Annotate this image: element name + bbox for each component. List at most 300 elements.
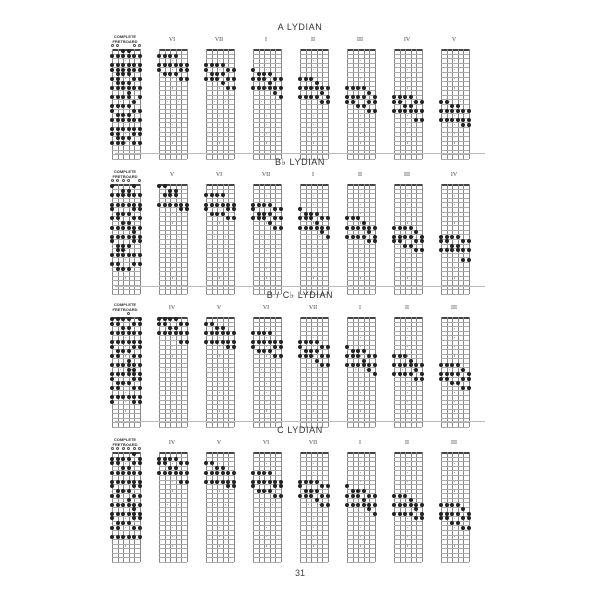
fret-position-marker [266, 392, 267, 393]
fretboard-grid [441, 317, 469, 427]
fret-line [441, 77, 469, 78]
open-string-circle-icon [122, 447, 125, 450]
scale-note-dot [215, 480, 219, 484]
fret-line [206, 535, 234, 536]
scale-note-dot [439, 503, 443, 507]
scale-note-dot [210, 480, 214, 484]
fret-position-marker [125, 142, 126, 143]
scale-note-dot [226, 203, 230, 207]
scale-note-dot [345, 86, 349, 90]
fret-line [394, 480, 422, 481]
scale-note-dot [279, 345, 283, 349]
fret-line [394, 484, 422, 485]
scale-note-dot [132, 400, 136, 404]
fret-line [112, 422, 140, 423]
fret-line [206, 244, 234, 245]
scale-note-dot [445, 363, 449, 367]
fret-line [441, 212, 469, 213]
scale-note-dot [251, 68, 255, 72]
fret-line [441, 90, 469, 91]
fret-line [159, 127, 187, 128]
scale-note-dot [127, 253, 131, 257]
fret-line [300, 198, 328, 199]
scale-note-dot [132, 226, 136, 230]
scale-note-dot [127, 221, 131, 225]
scale-note-dot [127, 457, 131, 461]
fret-line [441, 553, 469, 554]
fret-line [206, 109, 234, 110]
fret-position-marker [172, 277, 173, 278]
scale-note-dot [127, 359, 131, 363]
fret-position-marker [219, 463, 220, 464]
scale-note-dot [326, 484, 330, 488]
scale-note-dot [351, 95, 355, 99]
fret-position-marker [313, 142, 314, 143]
fret-line [441, 58, 469, 59]
scale-note-dot [409, 104, 413, 108]
string-line [469, 452, 470, 562]
nut [300, 49, 328, 51]
fret-line [253, 535, 281, 536]
fret-line [253, 457, 281, 458]
scale-note-dot [110, 471, 114, 475]
fret-line [253, 99, 281, 100]
fret-line [253, 557, 281, 558]
scale-note-dot [132, 100, 136, 104]
position-label: VII [308, 305, 318, 311]
fret-line [159, 484, 187, 485]
fret-line [300, 132, 328, 133]
fret-line [394, 276, 422, 277]
fret-line [159, 280, 187, 281]
scale-note-dot [174, 317, 178, 321]
scale-note-dot [445, 109, 449, 113]
scale-note-dot [116, 363, 120, 367]
scale-note-dot [420, 377, 424, 381]
fret-line [112, 390, 140, 391]
scale-note-dot [132, 494, 136, 498]
scale-note-dot [121, 212, 125, 216]
fret-line [253, 418, 281, 419]
fret-line [394, 136, 422, 137]
fret-line [347, 457, 375, 458]
scale-note-dot [127, 189, 131, 193]
position-label: III [451, 305, 457, 311]
scale-note-dot [392, 109, 396, 113]
fret-line [300, 544, 328, 545]
nut [253, 317, 281, 319]
scale-note-dot [232, 471, 236, 475]
fret-line [394, 400, 422, 401]
scale-note-dot [163, 322, 167, 326]
scale-note-dot [121, 521, 125, 525]
fret-line [300, 136, 328, 137]
fret-position-marker [407, 410, 408, 411]
fret-line [253, 104, 281, 105]
fret-line [347, 521, 375, 522]
scale-note-dot [226, 86, 230, 90]
fret-line [394, 90, 422, 91]
fret-line [300, 280, 328, 281]
fret-line [206, 422, 234, 423]
scale-note-dot [257, 212, 261, 216]
fret-position-marker [125, 346, 126, 347]
scale-note-dot [279, 340, 283, 344]
scale-note-dot [351, 100, 355, 104]
scale-note-dot [414, 109, 418, 113]
fret-line [441, 331, 469, 332]
scale-note-dot [309, 489, 313, 493]
scale-note-dot [116, 68, 120, 72]
fret-line [206, 95, 234, 96]
fret-position-marker [125, 250, 126, 251]
scale-note-dot [116, 471, 120, 475]
fret-line [394, 58, 422, 59]
position-label: II [405, 305, 409, 311]
scale-note-dot [221, 480, 225, 484]
fret-line [347, 544, 375, 545]
fret-line [112, 189, 140, 190]
fret-line [394, 198, 422, 199]
position-label: VI [262, 305, 270, 311]
fret-line [206, 553, 234, 554]
fret-line [441, 484, 469, 485]
fret-position-marker [407, 60, 408, 61]
fret-position-marker [172, 545, 173, 546]
fret-position-marker [360, 410, 361, 411]
scale-note-dot [392, 235, 396, 239]
scale-note-dot [127, 349, 131, 353]
fret-line [159, 90, 187, 91]
scale-note-dot [179, 203, 183, 207]
fret-line [206, 502, 234, 503]
scale-note-dot [362, 503, 366, 507]
fret-line [253, 516, 281, 517]
fret-position-marker [125, 124, 126, 125]
scale-note-dot [450, 109, 454, 113]
fret-line [394, 189, 422, 190]
scale-note-dot [138, 377, 142, 381]
scale-note-dot [439, 109, 443, 113]
fret-line [112, 154, 140, 155]
scale-note-dot [356, 503, 360, 507]
scale-note-dot [116, 132, 120, 136]
fret-line [347, 81, 375, 82]
fret-line [394, 280, 422, 281]
fret-position-marker [407, 401, 408, 402]
fretboard-grid [394, 184, 422, 294]
fret-line [300, 271, 328, 272]
scale-note-dot [279, 216, 283, 220]
scale-note-dot [127, 54, 131, 58]
fret-line [206, 363, 234, 364]
scale-note-dot [127, 512, 131, 516]
position-label: III [357, 37, 363, 43]
complete-label: COMPLETE [113, 302, 137, 307]
fret-line [159, 390, 187, 391]
fret-line [347, 58, 375, 59]
fret-line [206, 557, 234, 558]
fret-position-marker [407, 204, 408, 205]
scale-note-dot [279, 354, 283, 358]
fret-line [112, 257, 140, 258]
scale-note-dot [127, 81, 131, 85]
fret-position-marker [313, 268, 314, 269]
fret-line [112, 530, 140, 531]
scale-note-dot [456, 235, 460, 239]
scale-note-dot [392, 494, 396, 498]
fret-line [253, 358, 281, 359]
fret-line [159, 244, 187, 245]
scale-note-dot [326, 503, 330, 507]
fret-position-marker [313, 392, 314, 393]
fret-position-marker [266, 78, 267, 79]
scale-note-dot [445, 503, 449, 507]
fret-position-marker [125, 463, 126, 464]
fret-line [347, 409, 375, 410]
fret-position-marker [266, 115, 267, 116]
fret-line [347, 461, 375, 462]
section-title: A LYDIAN [277, 22, 323, 32]
scale-note-dot [127, 63, 131, 67]
fret-position-marker [454, 481, 455, 482]
fret-line [347, 530, 375, 531]
fret-position-marker [454, 355, 455, 356]
fret-position-marker [407, 518, 408, 519]
scale-note-dot [138, 262, 142, 266]
fret-line [300, 326, 328, 327]
fret-line [300, 395, 328, 396]
scale-note-dot [185, 340, 189, 344]
scale-note-dot [157, 203, 161, 207]
fret-position-marker [454, 328, 455, 329]
fret-line [300, 322, 328, 323]
scale-note-dot [132, 141, 136, 145]
scale-note-dot [179, 77, 183, 81]
scale-note-dot [362, 226, 366, 230]
nut [112, 49, 140, 51]
scale-note-dot [232, 484, 236, 488]
fret-position-marker [407, 250, 408, 251]
fretboard-grid [206, 452, 234, 562]
fret-line [112, 58, 140, 59]
fret-position-marker [214, 369, 215, 370]
fret-position-marker [407, 268, 408, 269]
fret-position-marker [360, 250, 361, 251]
scale-note-dot [315, 221, 319, 225]
fret-line [300, 244, 328, 245]
fret-line [347, 67, 375, 68]
fret-line [347, 276, 375, 277]
fret-line [159, 422, 187, 423]
fret-position-marker [266, 346, 267, 347]
scale-note-dot [298, 354, 302, 358]
scale-note-dot [138, 63, 142, 67]
fret-line [300, 530, 328, 531]
fret-line [300, 422, 328, 423]
scale-note-dot [132, 526, 136, 530]
scale-note-dot [127, 118, 131, 122]
fret-line [206, 189, 234, 190]
scale-note-dot [116, 226, 120, 230]
fret-line [253, 267, 281, 268]
scale-note-dot [403, 244, 407, 248]
fret-line [441, 271, 469, 272]
fret-position-marker [172, 87, 173, 88]
scale-note-dot [121, 86, 125, 90]
fretboard-grid [253, 184, 281, 294]
fret-line [441, 409, 469, 410]
scale-note-dot [392, 354, 396, 358]
fret-position-marker [308, 504, 309, 505]
fret-position-marker [219, 383, 220, 384]
scale-note-dot [315, 498, 319, 502]
fret-position-marker [407, 142, 408, 143]
fret-line [347, 72, 375, 73]
fret-line [441, 480, 469, 481]
scale-note-dot [298, 345, 302, 349]
scale-note-dot [467, 123, 471, 127]
scale-note-dot [138, 457, 142, 461]
position-label: VII [308, 440, 318, 446]
fret-line [206, 418, 234, 419]
fret-line [441, 390, 469, 391]
fret-line [159, 507, 187, 508]
scale-note-dot [210, 331, 214, 335]
scale-note-dot [138, 400, 142, 404]
open-string-circle-icon [111, 447, 114, 450]
scale-note-dot [367, 100, 371, 104]
scale-note-dot [420, 109, 424, 113]
scale-note-dot [132, 345, 136, 349]
scale-note-dot [326, 95, 330, 99]
scale-note-dot [179, 68, 183, 72]
fret-position-marker [172, 142, 173, 143]
scale-note-dot [273, 91, 277, 95]
fret-position-marker [125, 392, 126, 393]
scale-note-dot [138, 526, 142, 530]
fret-line [206, 358, 234, 359]
scale-note-dot [414, 503, 418, 507]
fret-line [159, 535, 187, 536]
fret-position-marker [313, 410, 314, 411]
scale-note-dot [174, 466, 178, 470]
string-line [469, 49, 470, 159]
string-line [140, 452, 141, 562]
fret-position-marker [360, 392, 361, 393]
scale-note-dot [320, 91, 324, 95]
fret-line [300, 72, 328, 73]
scale-note-dot [345, 354, 349, 358]
scale-note-dot [268, 86, 272, 90]
nut [441, 49, 469, 51]
fret-position-marker [313, 536, 314, 537]
fret-line [394, 349, 422, 350]
scale-note-dot [279, 95, 283, 99]
fret-line [159, 145, 187, 146]
fret-position-marker [407, 195, 408, 196]
scale-note-dot [116, 395, 120, 399]
position-label: II [311, 37, 315, 43]
fret-line [253, 132, 281, 133]
scale-note-dot [320, 345, 324, 349]
fret-position-marker [360, 78, 361, 79]
scale-note-dot [456, 503, 460, 507]
fret-position-marker [266, 124, 267, 125]
open-string-circle-icon [116, 44, 119, 47]
fret-line [441, 267, 469, 268]
fret-position-marker [125, 277, 126, 278]
scale-note-dot [304, 494, 308, 498]
scale-note-dot [138, 109, 142, 113]
section-title: B♭ LYDIAN [275, 157, 325, 167]
scale-note-dot [179, 331, 183, 335]
fret-line [347, 553, 375, 554]
scale-note-dot [456, 118, 460, 122]
scale-note-dot [392, 100, 396, 104]
fret-line [394, 212, 422, 213]
scale-note-dot [298, 480, 302, 484]
fret-line [300, 475, 328, 476]
fretboard-grid [300, 317, 328, 427]
scale-note-dot [116, 494, 120, 498]
scale-note-dot [110, 386, 114, 390]
scale-note-dot [127, 471, 131, 475]
position-label: VI [215, 172, 223, 178]
fret-position-marker [454, 277, 455, 278]
fret-position-marker [407, 346, 408, 347]
scale-note-dot [362, 498, 366, 502]
scale-note-dot [110, 535, 114, 539]
scale-note-dot [409, 359, 413, 363]
fret-line [394, 193, 422, 194]
fret-line [347, 390, 375, 391]
fret-line [206, 132, 234, 133]
scale-note-dot [367, 109, 371, 113]
nut [394, 49, 422, 51]
scale-note-dot [132, 331, 136, 335]
scale-note-dot [116, 480, 120, 484]
scale-note-dot [461, 526, 465, 530]
fret-line [112, 553, 140, 554]
scale-note-dot [356, 489, 360, 493]
fret-line [159, 354, 187, 355]
scale-note-dot [326, 216, 330, 220]
fret-position-marker [167, 369, 168, 370]
scale-note-dot [367, 494, 371, 498]
fret-line [394, 562, 422, 563]
fretboard-grid [206, 49, 234, 159]
fret-position-marker [266, 133, 267, 134]
scale-note-dot [345, 494, 349, 498]
fret-line [206, 136, 234, 137]
fret-position-marker [366, 236, 367, 237]
fret-position-marker [266, 527, 267, 528]
scale-note-dot [116, 489, 120, 493]
fret-line [253, 127, 281, 128]
fret-line [394, 498, 422, 499]
scale-note-dot [257, 72, 261, 76]
scale-note-dot [279, 494, 283, 498]
fret-position-marker [407, 259, 408, 260]
scale-note-dot [127, 68, 131, 72]
fret-position-marker [266, 277, 267, 278]
fret-line [394, 253, 422, 254]
fret-position-marker [360, 195, 361, 196]
scale-note-dot [398, 109, 402, 113]
scale-note-dot [138, 340, 142, 344]
fret-position-marker [407, 392, 408, 393]
